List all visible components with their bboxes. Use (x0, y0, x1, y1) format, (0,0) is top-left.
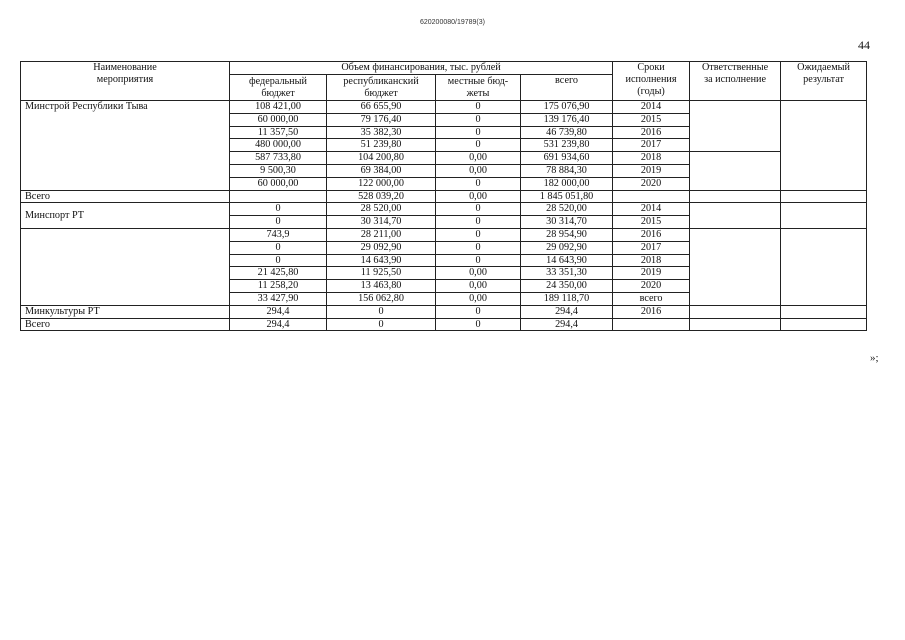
cell-responsible (690, 228, 781, 305)
cell-total: 78 884,30 (521, 164, 613, 177)
header-row-1 (21, 62, 867, 75)
cell-total: 531 239,80 (521, 139, 613, 152)
cell-federal: 0 (230, 216, 327, 229)
cell-responsible (690, 152, 781, 190)
header-federal: федеральный бюджет (230, 75, 327, 101)
cell-year: 2014 (613, 101, 690, 114)
cell-local: 0 (436, 254, 521, 267)
cell-republic: 0 (327, 318, 436, 331)
cell-republic: 66 655,90 (327, 101, 436, 114)
cell-republic: 13 463,80 (327, 280, 436, 293)
cell-year: 2018 (613, 254, 690, 267)
cell-total: 46 739,80 (521, 126, 613, 139)
funding-table (20, 61, 867, 331)
cell-total: 29 092,90 (521, 241, 613, 254)
cell-year: 2018 (613, 152, 690, 165)
cell-year: 2020 (613, 280, 690, 293)
cell-local: 0 (436, 241, 521, 254)
table-row (21, 101, 867, 114)
cell-federal: 587 733,80 (230, 152, 327, 165)
cell-local: 0,00 (436, 152, 521, 165)
cell-year: 2020 (613, 177, 690, 190)
header-republic: республиканский бюджет (327, 75, 436, 101)
cell-local: 0 (436, 101, 521, 114)
cell-result (781, 190, 867, 203)
cell-year: 2019 (613, 164, 690, 177)
cell-local: 0 (436, 139, 521, 152)
cell-federal: 60 000,00 (230, 177, 327, 190)
cell-total: 294,4 (521, 305, 613, 318)
cell-local: 0,00 (436, 280, 521, 293)
header-result: Ожидаемый результат (781, 62, 867, 101)
cell-total: 14 643,90 (521, 254, 613, 267)
cell-year: 2016 (613, 305, 690, 318)
cell-republic: 28 211,00 (327, 228, 436, 241)
cell-local: 0 (436, 126, 521, 139)
page-number: 44 (858, 38, 870, 52)
cell-year: 2016 (613, 228, 690, 241)
table-row (21, 305, 867, 318)
cell-result (781, 228, 867, 305)
cell-total: 28 954,90 (521, 228, 613, 241)
cell-result (781, 318, 867, 331)
cell-republic: 79 176,40 (327, 113, 436, 126)
cell-responsible (690, 101, 781, 152)
row-name: Минстрой Республики Тыва (21, 101, 230, 191)
cell-local: 0 (436, 228, 521, 241)
cell-year: 2014 (613, 203, 690, 216)
cell-total: 1 845 051,80 (521, 190, 613, 203)
cell-republic: 51 239,80 (327, 139, 436, 152)
cell-republic: 528 039,20 (327, 190, 436, 203)
cell-federal: 9 500,30 (230, 164, 327, 177)
cell-federal: 480 000,00 (230, 139, 327, 152)
cell-year: 2015 (613, 113, 690, 126)
cell-year (613, 190, 690, 203)
cell-republic: 104 200,80 (327, 152, 436, 165)
cell-federal: 743,9 (230, 228, 327, 241)
cell-republic: 122 000,00 (327, 177, 436, 190)
cell-local: 0 (436, 216, 521, 229)
cell-year: 2019 (613, 267, 690, 280)
cell-federal: 11 258,20 (230, 280, 327, 293)
cell-republic: 28 520,00 (327, 203, 436, 216)
cell-responsible (690, 318, 781, 331)
cell-republic: 11 925,50 (327, 267, 436, 280)
cell-republic: 14 643,90 (327, 254, 436, 267)
cell-federal: 0 (230, 254, 327, 267)
table-row (21, 203, 867, 216)
cell-federal: 0 (230, 241, 327, 254)
cell-federal: 294,4 (230, 318, 327, 331)
cell-republic: 29 092,90 (327, 241, 436, 254)
cell-total: 24 350,00 (521, 280, 613, 293)
cell-total: 139 176,40 (521, 113, 613, 126)
cell-local: 0 (436, 305, 521, 318)
cell-local: 0,00 (436, 292, 521, 305)
cell-responsible (690, 190, 781, 203)
cell-federal (230, 190, 327, 203)
cell-year: 2017 (613, 241, 690, 254)
cell-local: 0 (436, 318, 521, 331)
cell-local: 0,00 (436, 267, 521, 280)
header-funding: Объем финансирования, тыс. рублей (230, 62, 613, 75)
cell-total: 28 520,00 (521, 203, 613, 216)
cell-result (781, 101, 867, 191)
cell-federal: 33 427,90 (230, 292, 327, 305)
cell-year: 2016 (613, 126, 690, 139)
cell-republic: 156 062,80 (327, 292, 436, 305)
cell-federal: 11 357,50 (230, 126, 327, 139)
table-row-total (21, 318, 867, 331)
header-name: Наименование мероприятия (21, 62, 230, 101)
cell-total: 33 351,30 (521, 267, 613, 280)
cell-local: 0,00 (436, 164, 521, 177)
cell-responsible (690, 305, 781, 318)
header-responsible: Ответственные за исполнение (690, 62, 781, 101)
row-name: Минкультуры РТ (21, 305, 230, 318)
table-row-total (21, 190, 867, 203)
cell-total: 30 314,70 (521, 216, 613, 229)
cell-result (781, 203, 867, 229)
row-name: Минспорт РТ (21, 203, 230, 229)
cell-republic: 69 384,00 (327, 164, 436, 177)
cell-total: 294,4 (521, 318, 613, 331)
header-total: всего (521, 75, 613, 101)
cell-republic: 35 382,30 (327, 126, 436, 139)
cell-republic: 30 314,70 (327, 216, 436, 229)
cell-federal: 21 425,80 (230, 267, 327, 280)
cell-local: 0 (436, 177, 521, 190)
cell-year: 2015 (613, 216, 690, 229)
cell-federal: 108 421,00 (230, 101, 327, 114)
cell-year (613, 318, 690, 331)
cell-federal: 60 000,00 (230, 113, 327, 126)
row-name: Всего (21, 318, 230, 331)
cell-responsible (690, 203, 781, 229)
cell-total: 691 934,60 (521, 152, 613, 165)
cell-local: 0 (436, 203, 521, 216)
cell-year: 2017 (613, 139, 690, 152)
cell-local: 0,00 (436, 190, 521, 203)
cell-republic: 0 (327, 305, 436, 318)
cell-year: всего (613, 292, 690, 305)
cell-total: 182 000,00 (521, 177, 613, 190)
header-local: местные бюд- жеты (436, 75, 521, 101)
row-name: Всего (21, 190, 230, 203)
document-id: 620200080/19789(3) (419, 19, 485, 26)
cell-total: 189 118,70 (521, 292, 613, 305)
cell-local: 0 (436, 113, 521, 126)
closing-quote-mark: »; (870, 352, 879, 364)
cell-total: 175 076,90 (521, 101, 613, 114)
cell-federal: 294,4 (230, 305, 327, 318)
cell-federal: 0 (230, 203, 327, 216)
cell-result (781, 305, 867, 318)
header-terms: Сроки исполнения (годы) (613, 62, 690, 101)
row-name (21, 228, 230, 305)
table-row (21, 228, 867, 241)
